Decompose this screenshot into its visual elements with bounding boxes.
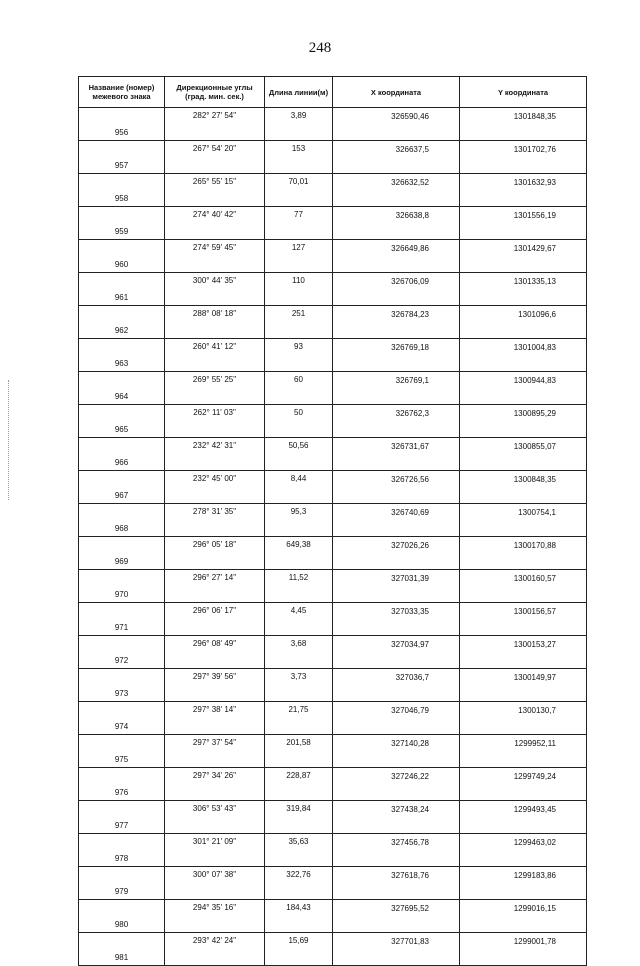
marker-name: 962 [79,306,165,339]
x-coordinate: 327031,39 [333,570,460,587]
table-row [79,405,587,422]
y-coordinate: 1300153,27 [460,636,587,653]
direction-angle: 282° 27' 54" [165,108,265,141]
y-coordinate: 1300754,1 [460,504,587,521]
line-length: 50,56 [265,438,333,471]
line-length: 649,38 [265,537,333,570]
y-coordinate: 1301335,13 [460,273,587,290]
x-coordinate: 326762,3 [333,405,460,422]
y-coordinate: 1300160,57 [460,570,587,587]
line-length: 95,3 [265,504,333,537]
marker-name: 978 [79,834,165,867]
x-spacer [333,256,460,273]
table-row [79,174,587,191]
x-spacer [333,784,460,801]
x-spacer [333,157,460,174]
line-length: 70,01 [265,174,333,207]
x-coordinate: 326706,09 [333,273,460,290]
marker-name: 979 [79,867,165,900]
direction-angle: 296° 27' 14" [165,570,265,603]
y-spacer [460,289,587,306]
scan-margin-mark [8,380,10,500]
marker-name: 976 [79,768,165,801]
direction-angle: 278° 31' 35" [165,504,265,537]
header-name: Название (номер) межевого знака [79,77,165,108]
x-spacer [333,190,460,207]
marker-name: 972 [79,636,165,669]
table-row [79,438,587,455]
x-coordinate: 326632,52 [333,174,460,191]
marker-name: 973 [79,669,165,702]
y-coordinate: 1299001,78 [460,933,587,950]
x-coordinate: 327246,22 [333,768,460,785]
x-spacer [333,685,460,702]
line-length: 3,89 [265,108,333,141]
header-angles: Дирекционные углы (град. мин. сек.) [165,77,265,108]
marker-name: 974 [79,702,165,735]
line-length: 228,87 [265,768,333,801]
line-length: 251 [265,306,333,339]
marker-name: 968 [79,504,165,537]
y-spacer [460,718,587,735]
x-spacer [333,619,460,636]
direction-angle: 260° 41' 12" [165,339,265,372]
y-spacer [460,421,587,438]
line-length: 110 [265,273,333,306]
x-coordinate: 327034,97 [333,636,460,653]
y-spacer [460,586,587,603]
table-row [79,570,587,587]
x-coordinate: 327456,78 [333,834,460,851]
table-row [79,867,587,884]
direction-angle: 232° 42' 31" [165,438,265,471]
y-spacer [460,751,587,768]
x-spacer [333,520,460,537]
direction-angle: 267° 54' 20" [165,141,265,174]
x-coordinate: 326769,18 [333,339,460,356]
y-spacer [460,883,587,900]
y-spacer [460,454,587,471]
direction-angle: 269° 55' 25" [165,372,265,405]
x-spacer [333,751,460,768]
direction-angle: 296° 08' 49" [165,636,265,669]
y-coordinate: 1299016,15 [460,900,587,917]
table-row [79,900,587,917]
table-row [79,636,587,653]
direction-angle: 297° 39' 56" [165,669,265,702]
x-coordinate: 326731,67 [333,438,460,455]
x-coordinate: 326637,5 [333,141,460,158]
line-length: 35,63 [265,834,333,867]
x-spacer [333,223,460,240]
table-row [79,801,587,818]
table-row [79,504,587,521]
line-length: 3,68 [265,636,333,669]
table-row [79,372,587,389]
y-spacer [460,355,587,372]
y-coordinate: 1301004,83 [460,339,587,356]
y-spacer [460,784,587,801]
y-spacer [460,817,587,834]
marker-name: 977 [79,801,165,834]
marker-name: 966 [79,438,165,471]
y-coordinate: 1300895,29 [460,405,587,422]
direction-angle: 296° 06' 17" [165,603,265,636]
x-spacer [333,718,460,735]
direction-angle: 294° 35' 16" [165,900,265,933]
y-spacer [460,685,587,702]
marker-name: 967 [79,471,165,504]
x-coordinate: 327036,7 [333,669,460,686]
x-coordinate: 327140,28 [333,735,460,752]
direction-angle: 297° 37' 54" [165,735,265,768]
y-spacer [460,190,587,207]
marker-name: 969 [79,537,165,570]
y-coordinate: 1299749,24 [460,768,587,785]
x-coordinate: 327618,76 [333,867,460,884]
direction-angle: 300° 44' 35" [165,273,265,306]
table-row [79,207,587,224]
table-body [79,108,587,966]
line-length: 50 [265,405,333,438]
direction-angle: 232° 45' 00" [165,471,265,504]
y-coordinate: 1300848,35 [460,471,587,488]
direction-angle: 293° 42' 24" [165,933,265,966]
line-length: 3,73 [265,669,333,702]
y-spacer [460,256,587,273]
marker-name: 963 [79,339,165,372]
table-header-row [79,77,587,108]
table-row [79,834,587,851]
y-spacer [460,223,587,240]
marker-name: 980 [79,900,165,933]
y-spacer [460,553,587,570]
y-coordinate: 1301096,6 [460,306,587,323]
y-coordinate: 1301848,35 [460,108,587,125]
y-coordinate: 1299493,45 [460,801,587,818]
y-spacer [460,157,587,174]
y-spacer [460,520,587,537]
x-spacer [333,124,460,141]
x-spacer [333,949,460,966]
line-length: 8,44 [265,471,333,504]
x-coordinate: 326740,69 [333,504,460,521]
y-spacer [460,322,587,339]
coordinates-table [78,76,587,966]
x-spacer [333,817,460,834]
y-coordinate: 1300855,07 [460,438,587,455]
y-spacer [460,388,587,405]
line-length: 184,43 [265,900,333,933]
y-coordinate: 1299183,86 [460,867,587,884]
x-spacer [333,289,460,306]
x-spacer [333,916,460,933]
marker-name: 956 [79,108,165,141]
line-length: 4,45 [265,603,333,636]
y-coordinate: 1300156,57 [460,603,587,620]
line-length: 127 [265,240,333,273]
line-length: 77 [265,207,333,240]
table-row [79,240,587,257]
direction-angle: 274° 40' 42" [165,207,265,240]
x-coordinate: 327026,26 [333,537,460,554]
header-length: Длина линии(м) [265,77,333,108]
x-coordinate: 327701,83 [333,933,460,950]
direction-angle: 274° 59' 45" [165,240,265,273]
y-spacer [460,124,587,141]
line-length: 60 [265,372,333,405]
marker-name: 958 [79,174,165,207]
table-row [79,768,587,785]
direction-angle: 306° 53' 43" [165,801,265,834]
x-coordinate: 326590,46 [333,108,460,125]
table-row [79,306,587,323]
marker-name: 965 [79,405,165,438]
line-length: 21,75 [265,702,333,735]
x-coordinate: 326726,56 [333,471,460,488]
y-coordinate: 1301632,93 [460,174,587,191]
line-length: 11,52 [265,570,333,603]
marker-name: 961 [79,273,165,306]
marker-name: 960 [79,240,165,273]
x-coordinate: 327438,24 [333,801,460,818]
x-spacer [333,586,460,603]
table-row [79,933,587,950]
y-coordinate: 1301556,19 [460,207,587,224]
x-spacer [333,421,460,438]
x-coordinate: 326769,1 [333,372,460,389]
line-length: 93 [265,339,333,372]
direction-angle: 296° 05' 18" [165,537,265,570]
table-row [79,603,587,620]
y-spacer [460,619,587,636]
x-spacer [333,355,460,372]
line-length: 15,69 [265,933,333,966]
x-spacer [333,322,460,339]
y-spacer [460,850,587,867]
direction-angle: 288° 08' 18" [165,306,265,339]
x-spacer [333,883,460,900]
x-coordinate: 326649,86 [333,240,460,257]
x-coordinate: 327033,35 [333,603,460,620]
direction-angle: 297° 38' 14" [165,702,265,735]
x-coordinate: 327046,79 [333,702,460,719]
x-spacer [333,652,460,669]
y-coordinate: 1299463,02 [460,834,587,851]
y-coordinate: 1299952,11 [460,735,587,752]
direction-angle: 297° 34' 26" [165,768,265,801]
table-row [79,339,587,356]
marker-name: 981 [79,933,165,966]
line-length: 153 [265,141,333,174]
table-row [79,108,587,125]
direction-angle: 301° 21' 09" [165,834,265,867]
y-coordinate: 1301429,67 [460,240,587,257]
x-spacer [333,850,460,867]
y-coordinate: 1300149,97 [460,669,587,686]
marker-name: 970 [79,570,165,603]
line-length: 201,58 [265,735,333,768]
marker-name: 957 [79,141,165,174]
y-spacer [460,487,587,504]
y-spacer [460,916,587,933]
x-spacer [333,487,460,504]
table-row [79,141,587,158]
x-spacer [333,454,460,471]
y-spacer [460,652,587,669]
x-coordinate: 326784,23 [333,306,460,323]
page-number: 248 [308,40,332,56]
direction-angle: 265° 55' 15" [165,174,265,207]
y-coordinate: 1301702,76 [460,141,587,158]
table-row [79,273,587,290]
table-row [79,735,587,752]
y-coordinate: 1300170,88 [460,537,587,554]
header-y: Y координата [460,77,587,108]
table-row [79,669,587,686]
direction-angle: 262° 11' 03" [165,405,265,438]
x-spacer [333,553,460,570]
marker-name: 971 [79,603,165,636]
header-x: Х координата [333,77,460,108]
table-row [79,702,587,719]
y-coordinate: 1300944,83 [460,372,587,389]
marker-name: 964 [79,372,165,405]
x-coordinate: 326638,8 [333,207,460,224]
y-spacer [460,949,587,966]
line-length: 322,76 [265,867,333,900]
direction-angle: 300° 07' 38" [165,867,265,900]
table-row [79,537,587,554]
marker-name: 959 [79,207,165,240]
table-row [79,471,587,488]
marker-name: 975 [79,735,165,768]
y-coordinate: 1300130,7 [460,702,587,719]
line-length: 319,84 [265,801,333,834]
x-coordinate: 327695,52 [333,900,460,917]
x-spacer [333,388,460,405]
